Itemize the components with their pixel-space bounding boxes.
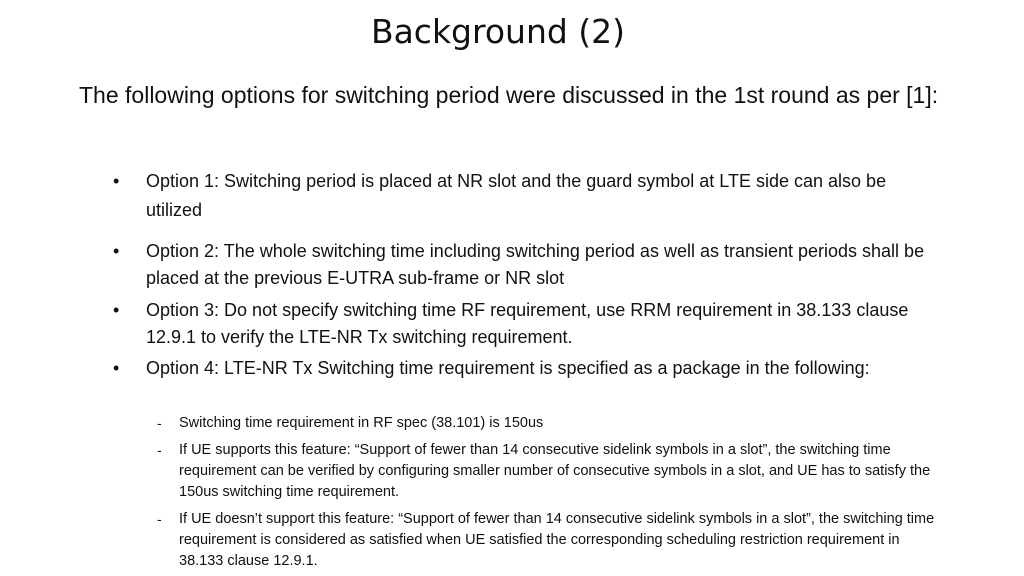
sub-item-3 [157,509,939,572]
option-4-text: Option 4: LTE-NR Tx Switching time requirement is specified as a package in the following: [146,358,870,378]
dash-icon: - [157,511,162,527]
option-1-item [113,167,946,225]
dash-icon: - [157,442,162,458]
option-2-text: Option 2: The whole switching time including switching period as well as transient periods shall be placed at the previous E-UTRA sub-frame or NR slot [146,241,925,288]
option-2-item [113,238,946,292]
option-4-item [113,355,946,381]
sub-item-1 [157,413,939,434]
dash-icon: - [157,415,162,431]
bullet-icon: • [113,241,120,261]
sub-item-1-text: Switching time requirement in RF spec (38.101) is 150us [179,415,544,431]
sub-item-2 [157,440,939,503]
intro-paragraph: The following options for switching period were discussed in the 1st round as per [1]: [79,82,939,108]
slide-title: Background (2) [370,12,626,51]
bullet-icon: • [113,358,120,378]
bullet-icon: • [113,171,120,191]
option-3-text: Option 3: Do not specify switching time RF requirement, use RRM requirement in 38.133 clause 12.9.1 to verify the LTE-NR Tx switching requirement. [146,300,909,347]
option-1-text: Option 1: Switching period is placed at NR slot and the guard symbol at LTE side can also be utilized [146,171,887,220]
sub-item-3-text: If UE doesn’t support this feature: “Support of fewer than 14 consecutive sidelink symbols in a slot”, the switching time requirement is considered as satisfied when UE satisfied the corresponding scheduling restriction requirement in 38.133 clause 12.9.1. [179,511,935,569]
bullet-icon: • [113,300,120,320]
sub-item-2-text: If UE supports this feature: “Support of fewer than 14 consecutive sidelink symbols in a slot”, the switching time requirement can be verified by configuring smaller number of consecutive symbols in a slot, and UE has to satisfy the 150us switching time requirement. [179,442,931,500]
option-3-item [113,297,946,351]
